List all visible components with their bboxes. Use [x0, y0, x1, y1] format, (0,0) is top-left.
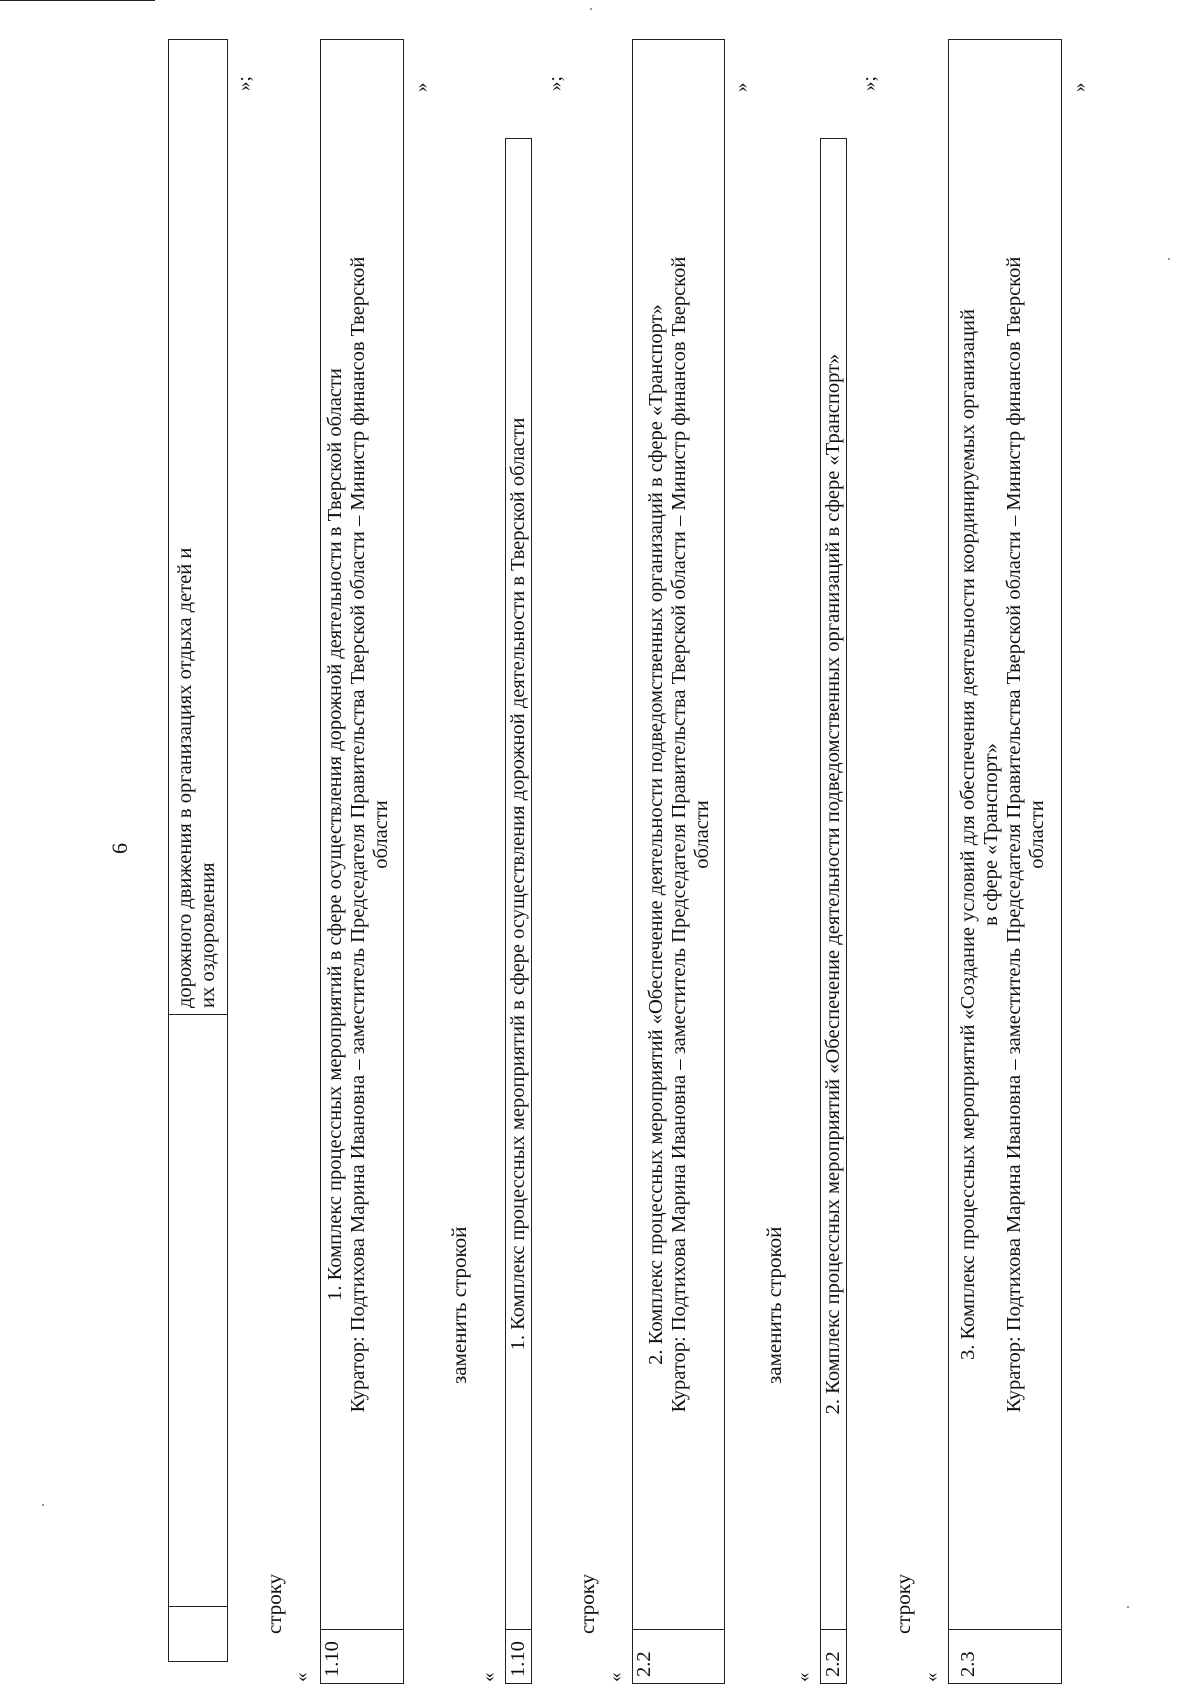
page-number: 6	[107, 843, 132, 854]
closing-quote: »;	[859, 76, 880, 91]
open-quote: «	[291, 1672, 312, 1682]
row-table-1-10-new	[505, 138, 532, 1684]
keyword-stroku: строку	[575, 1573, 599, 1634]
table-cell	[169, 1015, 228, 1607]
table-cell	[506, 139, 532, 1630]
keyword-zamenit: заменить строкой	[447, 1226, 471, 1384]
table-row	[949, 40, 1062, 1684]
keyword-stroku: строку	[891, 1573, 915, 1634]
table-cell	[949, 40, 1062, 1630]
keyword-zamenit: заменить строкой	[762, 1226, 786, 1384]
cell-text: их оздоровления	[197, 862, 219, 1008]
table-cell	[169, 1607, 228, 1662]
table-row	[821, 139, 847, 1684]
cell-curator-cont: области	[370, 800, 392, 869]
table-row	[169, 40, 228, 1662]
cell-title: 2. Комплекс процессных мероприятий «Обеспечение деятельности подведомственных организаций в сфере «Транспорт»	[645, 304, 667, 1365]
row-number: 1.10	[506, 1630, 532, 1684]
closing-quote: »;	[545, 76, 566, 91]
table-row	[506, 139, 532, 1684]
cell-curator: Куратор: Подтихова Марина Ивановна – заместитель Председателя Правительства Тверской области – Министр финансов Тверской	[1003, 256, 1025, 1413]
closing-quote: »	[1069, 82, 1090, 92]
closing-quote: »;	[234, 76, 255, 91]
row-table-2-2-new	[820, 138, 847, 1684]
row-number: 2.2	[633, 1630, 725, 1684]
row-number: 2.3	[949, 1630, 1062, 1684]
row-number: 1.10	[321, 1630, 404, 1684]
open-quote: «	[793, 1672, 814, 1682]
row-table-2-2-old	[632, 39, 725, 1684]
cell-curator-cont: области	[691, 800, 713, 869]
row-number: 2.2	[821, 1630, 847, 1684]
table-row	[321, 40, 404, 1684]
open-quote: «	[605, 1672, 626, 1682]
closing-quote: »	[411, 82, 432, 92]
open-quote: «	[478, 1672, 499, 1682]
open-quote: «	[921, 1672, 942, 1682]
cell-title: 1. Комплекс процессных мероприятий в сфере осуществления дорожной деятельности в Тверской области	[507, 417, 529, 1351]
table-cell	[169, 40, 228, 1015]
keyword-stroku: строку	[262, 1573, 286, 1634]
closing-quote: »	[731, 82, 752, 92]
prev-table	[168, 39, 228, 1662]
cell-title: 1. Комплекс процессных мероприятий в сфере осуществления дорожной деятельности в Тверской области	[324, 368, 346, 1301]
cell-curator: Куратор: Подтихова Марина Ивановна – заместитель Председателя Правительства Тверской области – Министр финансов Тверской	[668, 256, 690, 1413]
table-cell	[633, 40, 725, 1630]
table-cell	[821, 139, 847, 1630]
cell-curator: Куратор: Подтихова Марина Ивановна – заместитель Председателя Правительства Тверской области – Министр финансов Тверской	[347, 256, 369, 1413]
cell-title: 2. Комплекс процессных мероприятий «Обеспечение деятельности подведомственных организаций в сфере «Транспорт»	[822, 353, 844, 1415]
row-table-1-10-old	[320, 39, 404, 1684]
cell-title: 3. Комплекс процессных мероприятий «Создание условий для обеспечения деятельности координируемых организаций	[957, 309, 979, 1360]
cell-title-cont: в сфере «Транспорт»	[980, 743, 1002, 926]
cell-text: дорожного движения в организациях отдыха детей и	[174, 547, 196, 1008]
cell-curator-cont: области	[1026, 800, 1048, 869]
table-cell	[321, 40, 404, 1630]
table-row	[633, 40, 725, 1684]
row-table-2-3-old	[948, 39, 1062, 1684]
